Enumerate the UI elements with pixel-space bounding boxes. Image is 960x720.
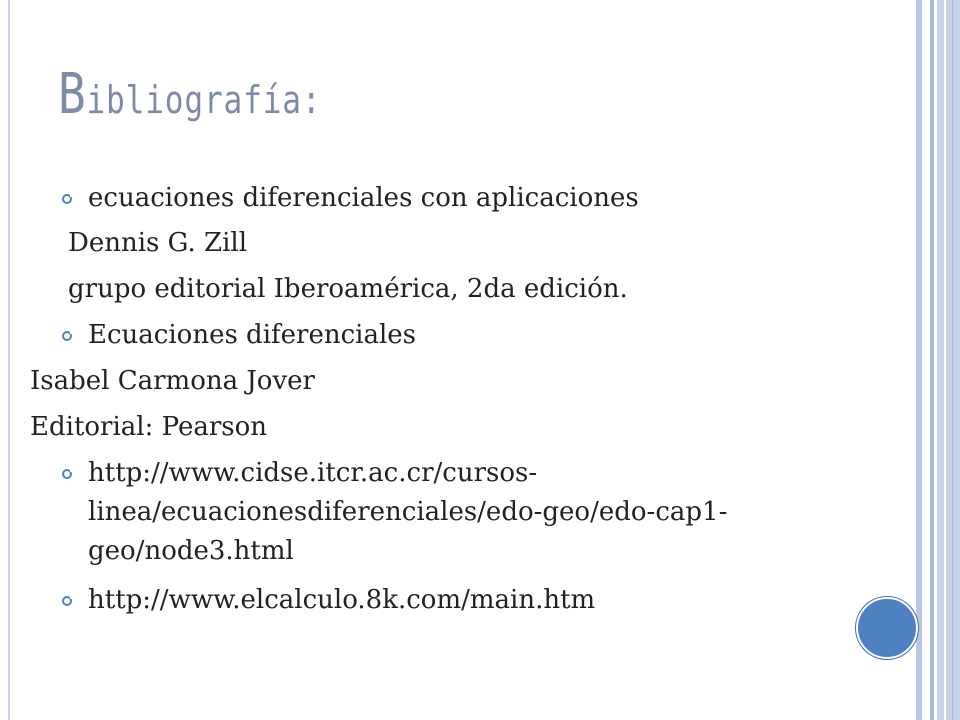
publisher-line: Editorial: Pearson [30,412,268,442]
title-first-letter: B [58,62,87,127]
bullet-icon [62,194,72,204]
title-rest: ibliografía: [86,78,322,122]
bullet-icon [62,469,72,479]
decorative-stripe [922,0,930,720]
bullet-icon [62,331,72,341]
author-line: Isabel Carmona Jover [30,366,315,396]
link-text[interactable]: http://www.cidse.itcr.ac.cr/cursos- [88,458,538,488]
link-text[interactable]: linea/ecuacionesdiferenciales/edo-geo/edo-cap1- [88,497,728,527]
link-text[interactable]: geo/node3.html [88,536,294,566]
publisher-line: grupo editorial Iberoamérica, 2da edición. [68,274,628,304]
bullet-text: Ecuaciones diferenciales [88,320,417,350]
bullet-text: ecuaciones diferenciales con aplicaciones [88,183,639,213]
decorative-stripe [937,0,960,720]
link-text[interactable]: http://www.elcalculo.8k.com/main.htm [88,585,596,615]
decorative-stripe [952,0,953,720]
bullet-icon [62,596,72,606]
decorative-stripe [944,0,946,720]
author-line: Dennis G. Zill [68,228,248,258]
